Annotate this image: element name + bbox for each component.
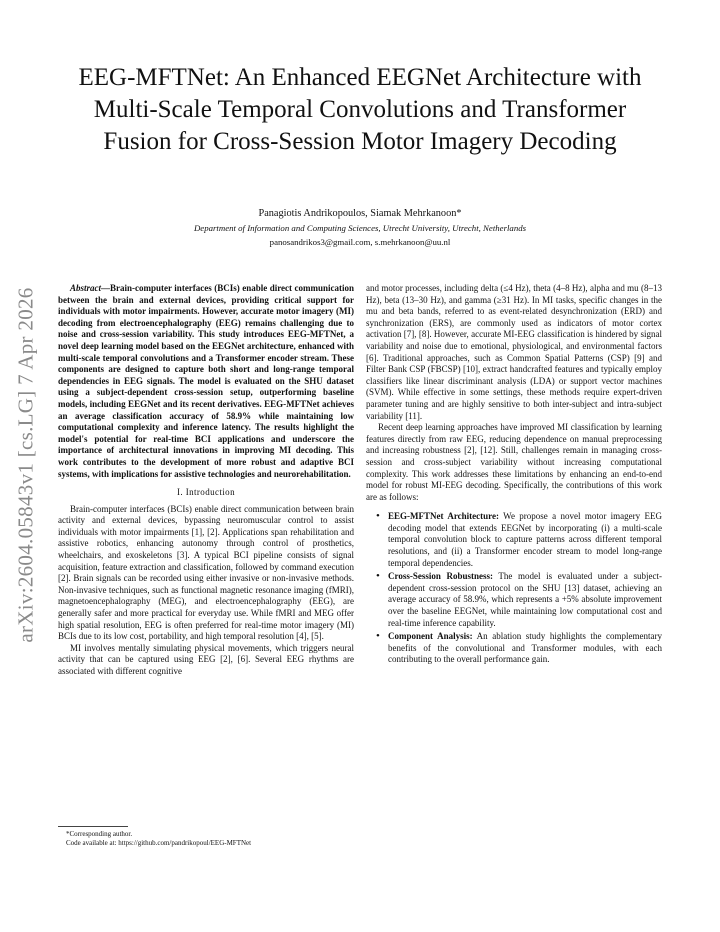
intro-paragraph-3: and motor processes, including delta (≤4 Hz), theta (4–8 Hz), alpha and mu (8–13 Hz), beta (13–30 Hz), and gamma (≥31 Hz). In MI tasks, specific changes in the mu and beta bands, referred to as event-related desynchronization (ERD) and synchronization (ERS), are commonly used as indicators of motor cortex activation [7], [8]. However, accurate MI-EEG classification is hindered by signal variability and noise due to emotional, physiological, and environmental factors [6]. Traditional approaches, such as Common Spatial Patterns (CSP) [9] and Filter Bank CSP (FBCSP) [10], extract handcrafted features and typically employ classifiers like linear discriminant analysis (LDA) or support vector machines (SVM). While effective in some settings, these methods require expert-driven parameter tuning and are highly sensitive to both inter-subject and intra-subject variability [11]. [366, 283, 662, 421]
intro-paragraph-4: Recent deep learning approaches have improved MI classification by learning features directly from raw EEG, reducing dependence on manual preprocessing and increasing robustness [2], [12]. Still, challenges remain in managing cross-session and cross-subject variability without increasing computational complexity. This work addresses these limitations by enhancing an end-to-end model for robust MI-EEG decoding. Specifically, the contributions of this work are as follows: [366, 422, 662, 502]
list-item [388, 571, 662, 629]
footnote-code-link[interactable]: Code available at: https://github.com/pandrikopoul/EEG-MFTNet [66, 839, 252, 847]
contribution-text: We propose a novel motor imagery EEG decoding model that extends EEGNet by incorporating (i) a multi-scale temporal convolution block to capture patterns across different temporal resolutions, and (ii) a Transformer encoder stream to model long-range temporal dependencies. [388, 511, 663, 568]
left-column [58, 283, 354, 678]
abstract-label: Abstract [70, 283, 102, 293]
contribution-heading: EEG-MFTNet Architecture: [388, 511, 499, 522]
arxiv-stamp-text: arXiv:2604.05843v1 [cs.LG] 7 Apr 2026 [13, 287, 38, 643]
list-item [388, 631, 662, 666]
section-heading-introduction: I. Introduction [177, 487, 235, 498]
arxiv-identifier-stamp [6, 265, 46, 665]
contribution-list [366, 511, 662, 666]
abstract-text: —Brain-computer interfaces (BCIs) enable direct communication between the brain and external devices, providing critical support for individuals with motor impairments. However, accurate motor imagery (MI) decoding from electroencephalography (EEG) remains challenging due to noise and cross-session variability. This study introduces EEG-MFTNet, a novel deep learning model based on the EEGNet architecture, enhanced with multi-scale temporal convolutions and a Transformer encoder stream. These components are designed to capture both short and long-range temporal dependencies in EEG signals. The model is evaluated on the SHU dataset using a subject-dependent cross-session setup, outperforming baseline models, including EEGNet and its recent derivatives. EEG-MFTNet achieves an average classification accuracy of 58.9% while maintaining low computational complexity and inference latency. The results highlight the model's potential for real-time BCI applications and underscore the importance of architectural innovations in improving MI decoding. This work contributes to the development of more robust and adaptive BCI systems, with implications for assistive technologies and neurorehabilitation. [58, 283, 354, 479]
contribution-text: The model is evaluated under a subject-dependent cross-session protocol on the SHU [13] dataset, achieving an average accuracy of 58.9%, which represents a +5% absolute improvement over the baseline EEGNet, while maintaining low computational cost and real-time inference capability. [388, 571, 662, 628]
footnote-corresponding-author: *Corresponding author. [66, 830, 133, 838]
author-list: Panagiotis Andrikopoulos, Siamak Mehrkanoon* [258, 208, 462, 219]
abstract [58, 283, 354, 480]
right-column [366, 283, 662, 668]
intro-paragraph-2: MI involves mentally simulating physical movements, which triggers neural activity that can be captured using EEG [2], [6]. Several EEG rhythms are associated with different cognitive [58, 642, 354, 676]
intro-paragraph-1: Brain-computer interfaces (BCIs) enable direct communication between brain activity and external devices, bypassing neuromuscular control to assist individuals with motor impairments [1], [2]. Applications span rehabilitation and assistive robotics, enhancing autonomy through control of prosthetics, wheelchairs, and exoskeletons [3]. A typical BCI pipeline consists of signal acquisition, feature extraction and classification, followed by command execution [2]. Brain signals can be recorded using either invasive or non-invasive methods. Non-invasive techniques, such as functional magnetic resonance imaging (fMRI), magnetoencephalography (MEG), and electroencephalography (EEG), are generally safer and more practical for everyday use. While fMRI and MEG offer high spatial resolution, EEG is often preferred for real-time motor imagery (MI) BCIs due to its low cost, portability, and high temporal resolution [4], [5]. [58, 503, 354, 642]
contribution-heading: Component Analysis: [388, 631, 473, 642]
footnote-rule [58, 826, 128, 827]
contribution-text: An ablation study highlights the complementary benefits of the convolutional and Transformer modules, with each contributing to the overall performance gain. [388, 631, 662, 665]
author-emails: panosandrikos3@gmail.com, s.mehrkanoon@uu.nl [269, 237, 451, 247]
affiliation: Department of Information and Computing Sciences, Utrecht University, Utrecht, Netherlands [193, 223, 527, 233]
contribution-heading: Cross-Session Robustness: [388, 571, 493, 582]
paper-title: EEG-MFTNet: An Enhanced EEGNet Architecture with Multi-Scale Temporal Convolutions and Transformer Fusion for Cross-Session Motor Imagery Decoding [78, 64, 642, 155]
footnotes [58, 826, 354, 848]
list-item [388, 511, 662, 569]
